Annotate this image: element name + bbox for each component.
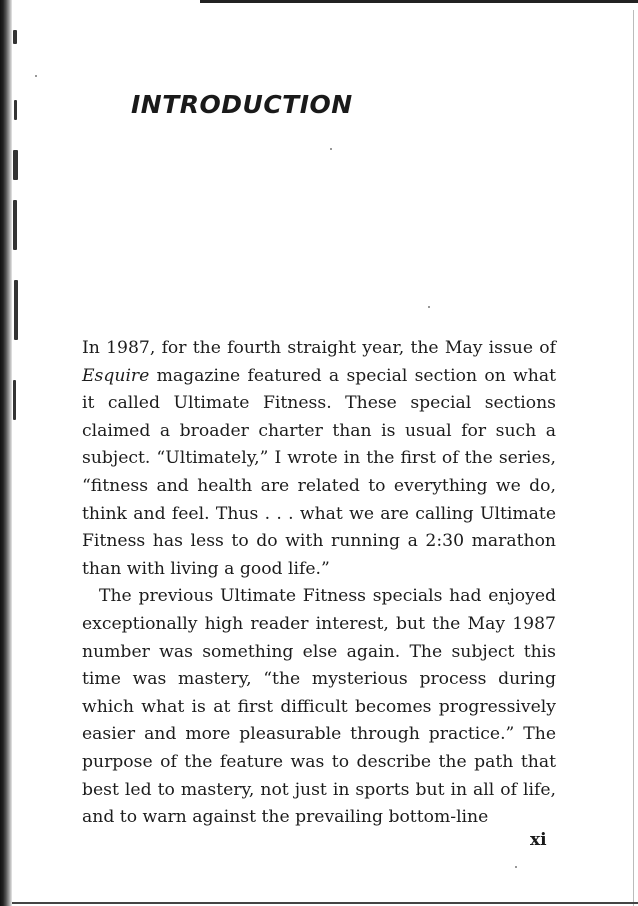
scan-dot: [330, 148, 332, 150]
paragraph-1-lead: In 1987, for the fourth straight year, the May issue of: [82, 338, 556, 358]
scan-speck: [13, 30, 17, 44]
magazine-name: Esquire: [82, 365, 150, 386]
right-scan-edge: [633, 10, 634, 906]
paragraph-2: The previous Ultimate Fitness specials had enjoyed exceptionally high reader interest, but the May 1987 number was something else again. The subject this time was mastery, “the mysterious process during which what is at first difficult becomes progressively easier and more pleasurable through practice.” The purpose of the feature was to describe the path that best led to mastery, not just in sports but in all of life, and to warn against the prevailing bottom-line: [82, 586, 556, 828]
chapter-title: INTRODUCTION: [131, 90, 353, 119]
scan-dot: [35, 75, 37, 77]
scan-speck: [13, 150, 18, 180]
page-number: xi: [530, 830, 547, 850]
paragraph-1-rest: magazine featured a special section on what it called Ultimate Fitness. These special sections claimed a broader charter than is usual for such a subject. “Ultimately,” I wrote in the first of the series, “fitness and health are related to everything we do, think and feel. Thus . . . what we are calling Ultimate Fitness has less to do with running a 2:30 marathon than with living a good life.”: [82, 365, 556, 579]
scan-speck: [14, 280, 18, 340]
scan-dot: [428, 306, 430, 308]
scan-speck: [13, 200, 17, 250]
top-scan-edge: [200, 0, 638, 3]
bottom-scan-edge: [12, 902, 638, 904]
body-text: [82, 335, 556, 832]
paragraph-1: [82, 335, 556, 583]
binding-edge: [0, 0, 12, 906]
scan-dot: [515, 866, 517, 868]
scan-speck: [13, 380, 16, 420]
scan-speck: [14, 100, 17, 120]
